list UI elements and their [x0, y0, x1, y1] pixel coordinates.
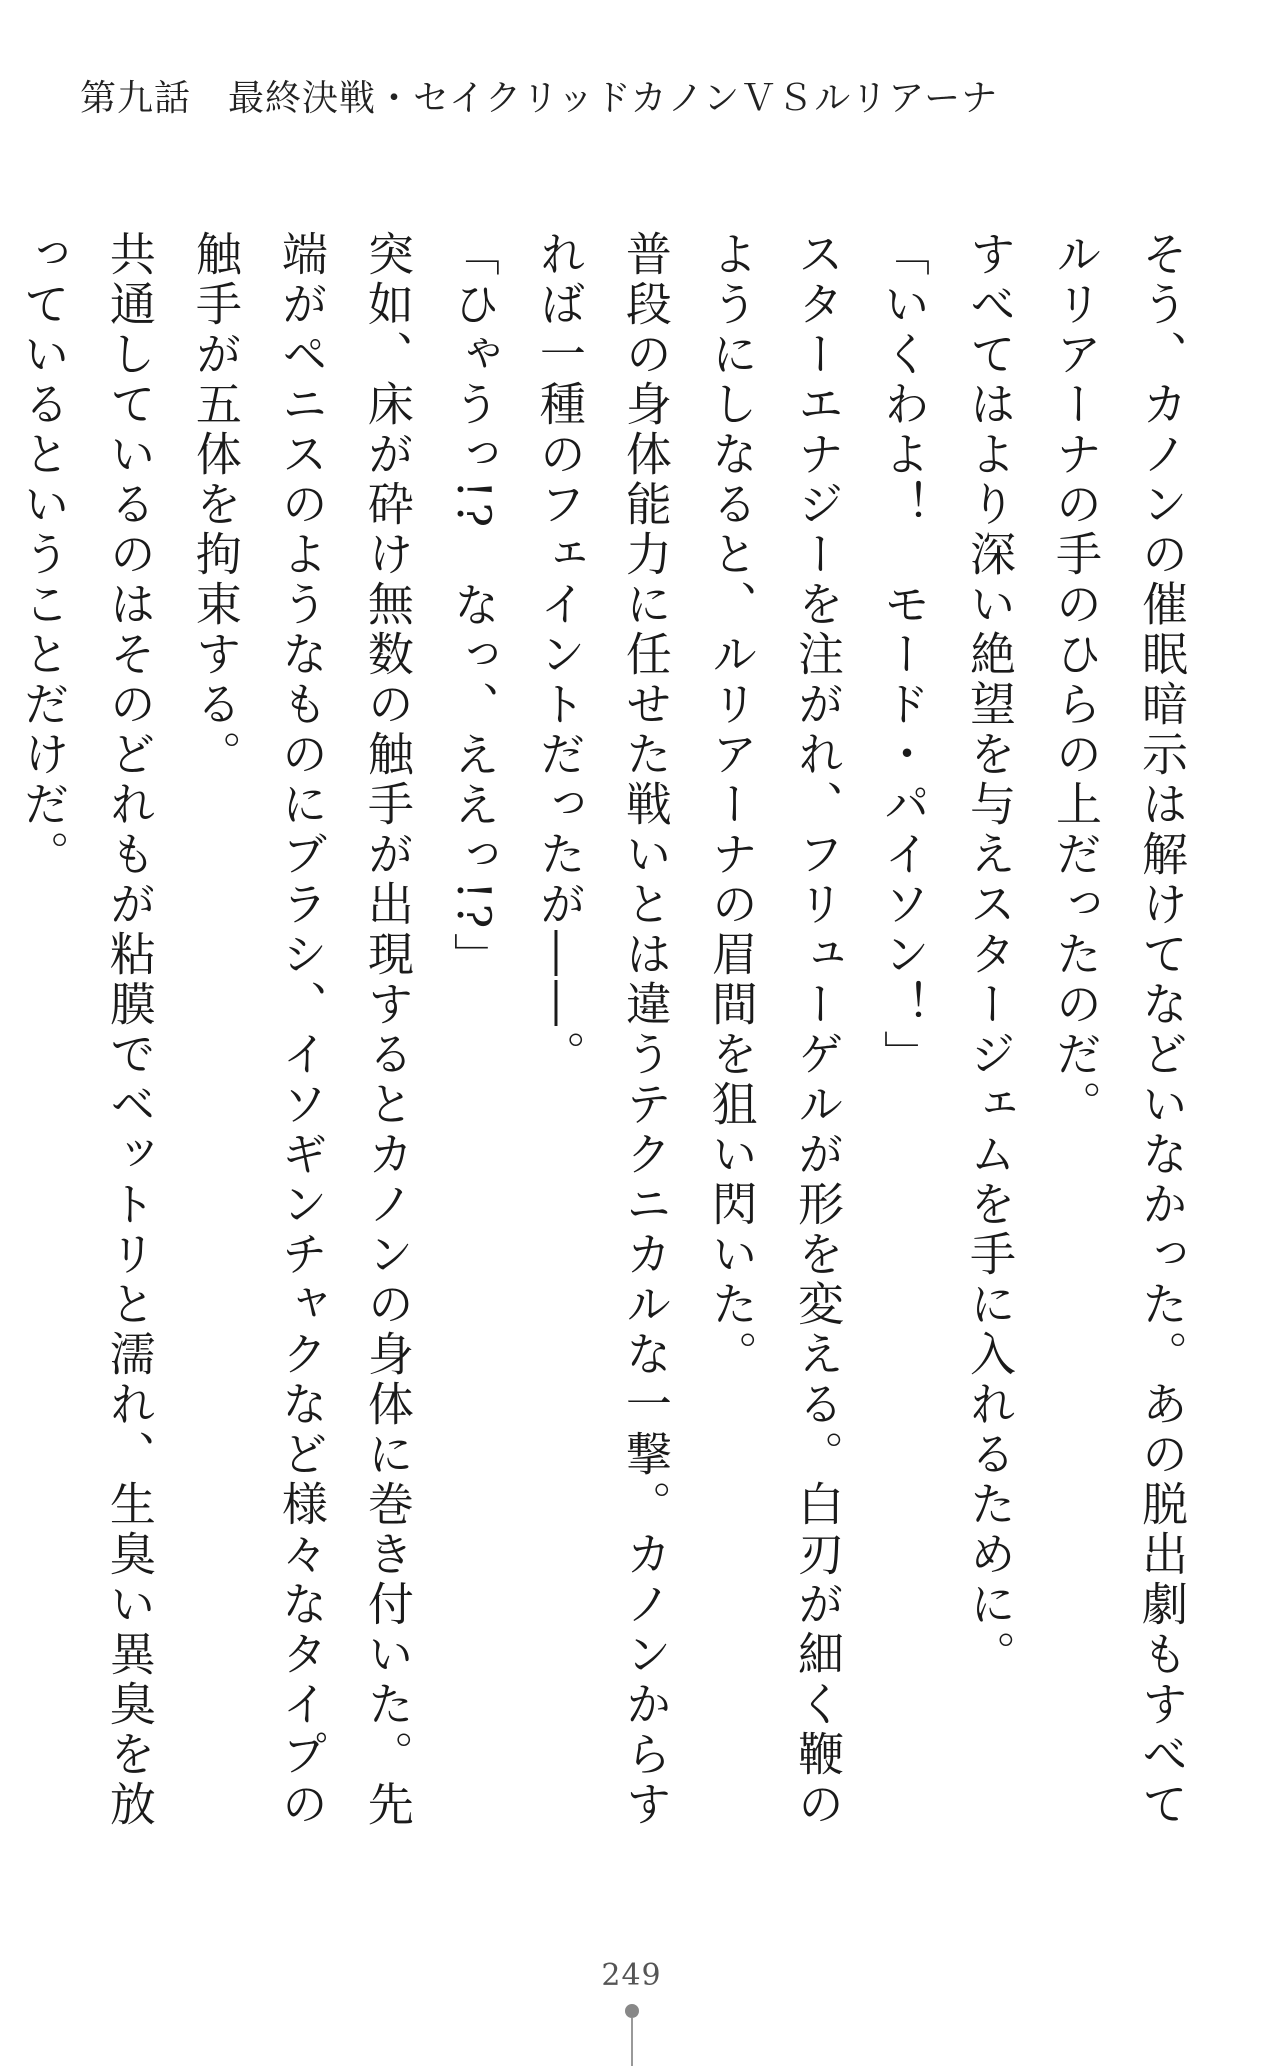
body-text [16, 230, 1205, 1830]
paragraph: 共通しているのはそのどれもが粘膜でベットリと濡れ、生臭い異臭を放っているということだけだ。 [16, 230, 157, 1830]
page-marker-dot [625, 2004, 639, 2018]
paragraph: 「ひゃうっ!? なっ、ええっ!?」 [446, 230, 501, 983]
page-number: 249 [601, 1958, 662, 1993]
paragraph [0, 230, 1, 1830]
paragraph: 「いくわよ！ モード・パイソン！」 [876, 230, 931, 1080]
paragraph: 普段の身体能力に任せた戦いとは違うテクニカルな一撃。カノンからすれば一種のフェイントだったが――。 [532, 230, 673, 1830]
paragraph: 突如、床が砕け無数の触手が出現するとカノンの身体に巻き付いた。先端がペニスのようなものにブラシ、イソギンチャクなど様々なタイプの触手が五体を拘束する。 [188, 230, 415, 1830]
paragraph: すべてはより深い絶望を与えスタージェムを手に入れるために。 [962, 230, 1017, 1680]
running-header: 第九話 最終決戦・セイクリッドカノンＶＳルリアーナ [80, 78, 999, 119]
paragraph: そう、カノンの催眠暗示は解けてなどいなかった。あの脱出劇もすべてルリアーナの手のひらの上だったのだ。 [1048, 230, 1189, 1830]
paragraph: スターエナジーを注がれ、フリューゲルが形を変える。白刃が細く鞭のようにしなると、ルリアーナの眉間を狙い閃いた。 [704, 230, 845, 1830]
page-marker-line [631, 2018, 633, 2066]
